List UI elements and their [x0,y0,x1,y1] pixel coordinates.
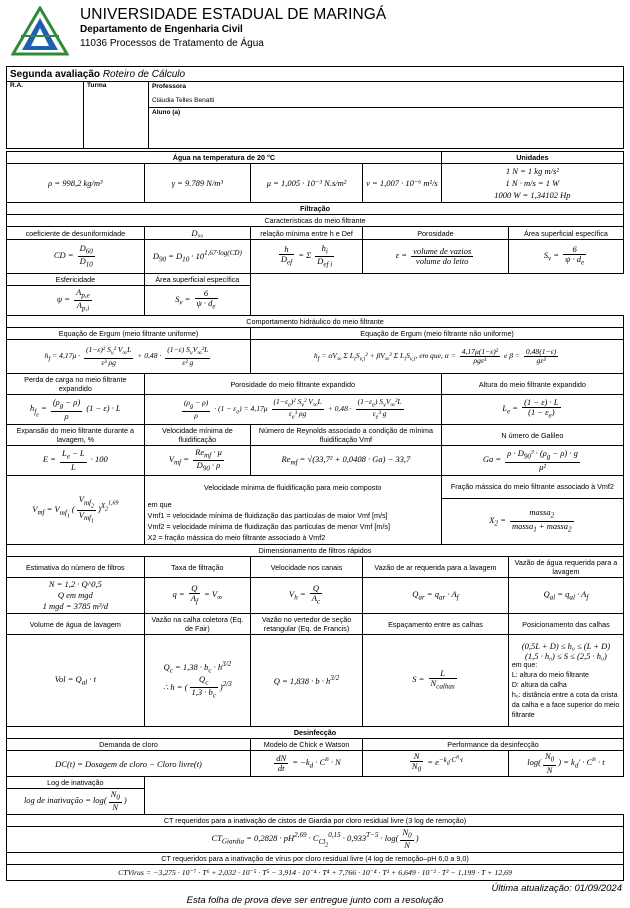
ct-virus-formula: CTVirus = −3,275 · 10⁻⁷ · T⁶ + 2,032 · 10⁻⁵ · T⁵ − 3,914 · 10⁻⁴ · T⁴ + 7,766 · 10⁻⁴ · T³ + 6,649 · 10⁻² · T² − 1,199 · T + 12,69 [118,867,512,877]
pos-em-que: em que: [511,661,538,669]
chlorine-demand-label: Demanda de cloro [7,739,251,751]
specific-area-label-2: Área superficial específica [144,274,250,286]
h-def-formula: h $D_{ef}$ = Σ $h_i$ $D_{ef i}$ [280,242,333,269]
department-name: Departamento de Engenharia Civil [80,24,243,35]
porosity-formula: ε = volume de vazios volume do leito [395,245,472,266]
reynolds-formula: $Re_{mf} = √(33,7^2 + 0,0408 \cdot Ga) - 33,7$ [281,454,411,467]
wash-volume-label: Volume de água de lavagem [7,614,145,635]
professora-label: Professora [152,83,186,90]
filters-number-label: Estimativa do número de filtros [7,557,145,578]
pos-def-l: L: altura do meio filtrante [511,671,589,679]
water-title: Água na temperatura de 20 °C [7,152,442,164]
log-performance-formula: log( $\frac{N_0}{N}$ ) = $k_d' \cdot C^n \cdot t$ [527,751,605,775]
water-flow-label: Vazão de água requerida para a lavagem [508,557,623,578]
def-vmf1: Vmf1 = velocidade mínima de fluidização das partículas de maior Vmf [m/s] [147,511,388,520]
course-name: 11036 Processos de Tratamento de Água [80,38,264,49]
gutter-position-label: Posicionamento das calhas [508,614,623,635]
media-title: Características do meio filtrante [7,215,624,227]
porosity-label: Porosidade [363,227,509,240]
turma-label: Turma [84,82,149,149]
n-filters-formula: N = 1,2 · Q^0,5 [48,579,102,589]
def-em-que: em que [147,500,172,509]
pos-def-h0: h₀: distância entre a cota da crista da calha e a face superior do meio filtrante [511,691,620,719]
footer-note: Esta folha de prova deve ser entregue junto com a resolução [186,895,444,906]
professora-name: Cláudia Telles Benatti [149,91,623,108]
mgd-conversion: 1 mgd = 3785 m³/d [42,601,109,611]
head-loss-label: Perda de carga no meio filtrante expandido [7,374,145,395]
disinfection-performance-label: Performance da desinfecção [363,739,624,751]
qal-formula: $Q_{al} = q_{al} \cdot A_f$ [543,589,589,602]
galileo-label: N úmero de Galileo [441,425,623,446]
composite-vmf-formula: $V_{mf} = V_{mf_1}$ ( $V_{mf_2}$ $V_{mf_1}$ )$^{X_2^{1,69}}$ [32,493,119,525]
vh-formula: $V_h$ = $\frac{Q}{A_c}$ [288,583,321,607]
log-inactivation-formula: log de inativação = log( $\frac{N_0}{N}$ ) [23,789,127,813]
ergum-uniform-label: Equação de Ergum (meio filtrante uniforme) [7,328,251,340]
air-flow-label: Vazão de ar requerida para a lavagem [363,557,509,578]
sphericity-label: Esfericidade [7,274,145,286]
vol-formula: Vol = $Q_{al} \cdot t$ [54,674,96,687]
decay-formula: $\frac{N}{N_0}$ = $e^{-k_d\cdot C^n\cdot t}$ [411,751,463,775]
student-info-table [6,66,624,149]
ergum-nonuniform-label: Equação de Ergum (meio filtrante não uniforme) [251,328,624,340]
last-updated: Última atualização: 01/09/2024 [491,883,622,894]
galileo-formula: Ga = $\frac{\rho \cdot D_{90}^3 \cdot (\rho_g - \rho) \cdot g}{\text{μ²}}$ [482,448,578,472]
mass-fraction-formula: $X_2$ = massa$_2$ massa$_1$ + massa$_2$ [489,507,572,534]
pos-def-d: D: altura da calha [511,681,567,689]
teacher-student-cell [149,82,624,149]
nu-value: ν = 1,007 · 10⁻⁶ m²/s [366,177,438,188]
mu-value: μ = 1,005 · 10⁻³ N.s/m² [266,177,347,188]
head-loss-formula: $h_{f_e}$ = $\frac{(\rho_g - \rho)}{\rho}$ (1 − ε) · L [29,397,121,421]
rho-value: ρ = 998,2 kg/m³ [48,178,103,188]
pos-rule-1: (0,5L + D) ≤ h₀ ≤ (L + D) [521,640,611,651]
expansion-label: Expansão do meio filtrante durante a lavagem, % [7,425,145,446]
university-name: UNIVERSIDADE ESTADUAL DE MARINGÁ [80,6,387,23]
h-def-label: relação mínima entre h e Def [251,227,363,240]
unit-newton: 1 N = 1 kg m/s² [505,166,559,176]
ergum-uniform-formula: $h_f = 4,17\mu$ · $\frac{(1-\varepsilon)^2 S_v^2 V_\infty L}{\text{ε³ ρg}}$ + 0,48 · (1−ε) $S_vV_\infty^2L$ ε³ g [44,345,209,367]
filtration-rate-label: Taxa de filtração [144,557,250,578]
expansion-formula: E = $\frac{L_e - L}{L}$ · 100 [42,448,108,472]
chick-watson-formula: $\frac{dN}{dt}$ = $-k_d \cdot C^n \cdot N$ [276,752,341,773]
unit-watt: 1 N · m/s = 1 W [505,178,560,188]
pos-rule-2: (1,5 · h₀) ≤ S ≤ (2,5 · h₀) [525,650,607,661]
chlorine-demand-formula: DC(t) = Dosagem de cloro − Cloro livre(t) [55,758,202,769]
mass-fraction-label: Fração mássica do meio filtrante associado à Vmf2 [441,476,623,499]
channel-velocity-label: Velocidade nos canais [251,557,363,578]
ergum-nonuniform-formula: $h_f = \alpha V_\infty$ Σ $L_iS_{v,i}^2 + \beta V_\infty^2$ Σ $L_iS_{v,i}$, em que, α = 4,17μ(1−ε)² ρgε³ e β = $\frac{0,48(1-\varepsilon)}{\text{gε³}}$ [313,346,557,365]
hydraulic-title: Comportamento hidráulico do meio filtrante [7,316,624,328]
vmf-formula: $V_{mf}$ = $Re_{mf} \cdot \mu$ $D_{90} \cdot \rho$ [168,446,222,473]
vmf-label: Velocidade mínima de fluidificação [144,425,250,446]
formula-sheet [6,151,624,881]
disinfection-title: Desinfecção [7,727,624,739]
porosity-expanded-label: Porosidade do meio filtrante expandido [144,374,441,395]
qar-formula: $Q_{ar} = q_{ar} \cdot A_f$ [412,589,459,602]
porosity-expanded-formula: $\frac{(\rho_g - \rho)}{\rho}$ · $(1 - \varepsilon_e) = 4,17\mu$ $\frac{(1-\varepsilon_e)^2 S_v^2 V_\infty L}{\varepsilon_e^3 \rho g}$ + 0,48 · $(1-\varepsilon_e)$ $S_vV_\infty^2L$ $\varepsilon_e^3$ g [183,396,402,421]
chick-watson-label: Modelo de Chick e Watson [251,739,363,751]
uem-logo [11,6,69,56]
q-rate-formula: q = $\frac{Q}{A_f}$ = $V_\infty$ [172,583,223,607]
def-vmf2: Vmf2 = velocidade mínima de fluidização das partículas de menor Vmf [m/s] [147,522,390,531]
reynolds-label: Número de Reynolds associado a condição de mínima fluidificação Vmf [251,425,442,446]
gamma-value: γ = 9.789 N/m³ [171,178,223,188]
exam-title: Segunda avaliação Roteiro de Cálculo [7,67,624,82]
units-title: Unidades [441,152,623,164]
cd-formula: CD = $\frac{D_{60}}{D_{10}}$ [53,242,93,269]
log-inactivation-label: Log de inativação [7,777,145,789]
height-expanded-label: Altura do meio filtrante expandido [441,374,623,395]
height-expanded-formula: $L_e$ = $\frac{(1 - \varepsilon) \cdot L}{(1 - \varepsilon_e)}$ [502,397,559,421]
sizing-title: Dimensionamento de filtros rápidos [7,545,624,557]
ct-virus-label: CT requeridos para a inativação de vírus por cloro residual livre (4 log de remoção–pH 6,0 a 9,0) [7,852,624,864]
unit-hp: 1000 W = 1,34102 Hp [494,190,571,200]
weir-flow-label: Vazão no vertedor de seção retangular (Eq. de Francis) [251,614,363,635]
ra-label: R.A. [7,82,84,149]
specific-area-label: Área superficial específica [508,227,623,240]
fair-formula: $Q_c = 1,38 \cdot b_c \cdot h^{3/2}$ ∴ h = ( $\frac{Q_c}{1,3 \cdot b_c}$ )$^{2/3}$ [162,660,232,700]
def-x2: X2 = fração mássica do meio filtrante associado à Vmf2 [147,533,326,542]
gutter-flow-label: Vazão na calha coletora (Eq. de Fair) [144,614,250,635]
ct-giardia-formula: $CT_{Giardia} = 0,2828 \cdot pH^{2,69} \cdot C_{Cl_2}^{0,15} \cdot 0,933^{T-5} \cdot \log$( $\frac{N_0}{N}$ ) [211,826,419,851]
coef-desunif-label: coeficiente de desuniformidade [7,227,145,240]
ct-giardia-label: CT requeridos para a inativação de cistos de Giardia por cloro residual livre (3 log de remoção) [7,814,624,826]
d90-formula: $D_{90} = D_{10} \cdot 10^{1,67\cdot log(CD)}$ [152,249,242,264]
sv-formula: $S_v$ = $\frac{6}{\psi \cdot d_e}$ [543,244,585,268]
aluno-label: Aluno (a) [152,109,181,116]
q-mgd: Q em mgd [57,590,93,600]
sv-formula-2: $S_v$ = $\frac{6}{\psi \cdot d_e}$ [175,288,216,312]
composite-label: Velocidade mínima de fluidificação para meio composto [144,476,441,499]
francis-formula: $Q = 1,838 \cdot b \cdot h^{3/2}$ [273,674,340,687]
d90-label: D₉₀ [144,227,250,240]
filtration-title: Filtração [7,203,624,215]
spacing-formula: S = L $N_{calhas}$ [412,668,455,692]
gutter-spacing-label: Espaçamento entre as calhas [363,614,509,635]
psi-formula: ψ = $\frac{A_{p,e}}{A_{p,i}}$ [56,286,90,313]
